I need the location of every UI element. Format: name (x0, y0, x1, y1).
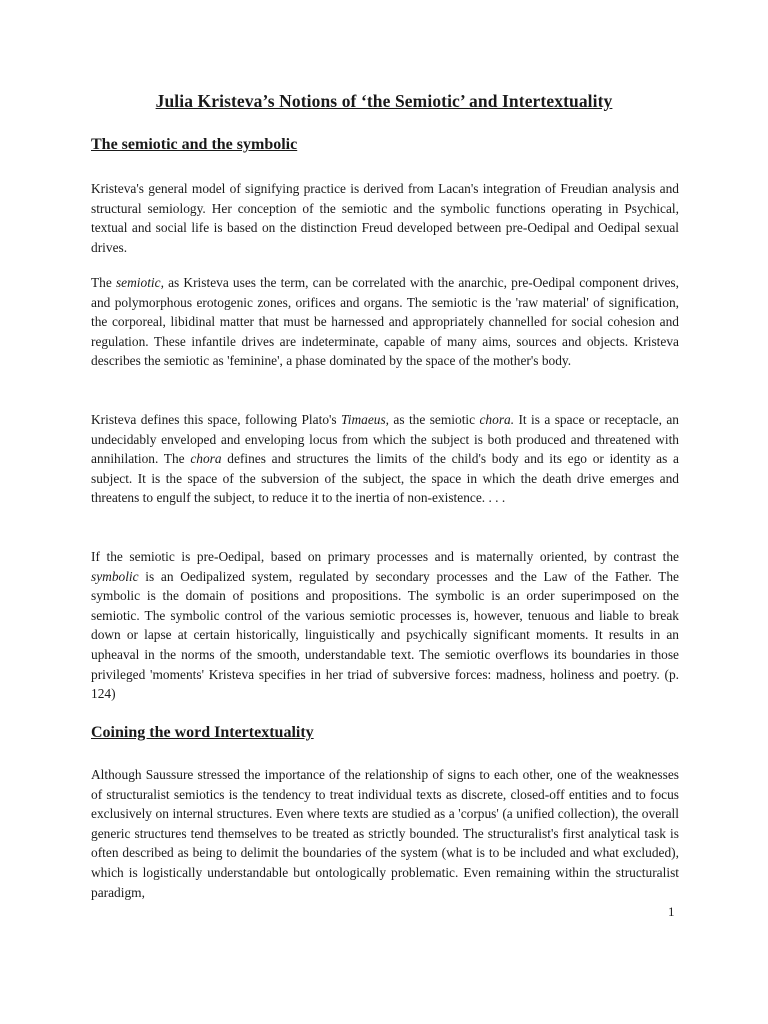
section-heading-intertextuality: Coining the word Intertextuality (91, 724, 314, 741)
paragraph-chora: Kristeva defines this space, following Plato's Timaeus, as the semiotic chora. It is a space or receptacle, an undecidably enveloped and enveloping locus from which the subject is both produced and threatened with annihilation. The chora defines and structures the limits of the child's body and its ego or identity as a subject. It is the space of the subversion of the subject, the space in which the death drive emerges and threatens to engulf the subject, to reduce it to the inertia of non-existence. . . . (91, 412, 679, 506)
paragraph-general-model: Kristeva's general model of signifying practice is derived from Lacan's integration of Freudian analysis and structural semiology. Her conception of the semiotic and the symbolic functions operating in Psychical, textual and social life is based on the distinction Freud developed between pre-Oedipal and Oedipal sexual drives. (91, 181, 679, 255)
paragraph-semiotic-definition: The semiotic, as Kristeva uses the term, can be correlated with the anarchic, pre-Oedipal component drives, and polymorphous erotogenic zones, orifices and organs. The semiotic is the 'raw material' of signification, the corporeal, libidinal matter that must be harnessed and appropriately channelled for social cohesion and regulation. These infantile drives are indeterminate, capable of many aims, sources and objects. Kristeva describes the semiotic as 'feminine', a phase dominated by the space of the mother's body. (91, 275, 679, 369)
paragraph-saussure: Although Saussure stressed the importance of the relationship of signs to each other, one of the weaknesses of structuralist semiotics is the tendency to treat individual texts as discrete, closed-off entities and to focus exclusively on internal structures. Even where texts are studied as a 'corpus' (a unified collection), the overall generic structures tend themselves to be treated as strictly bounded. The structuralist's first analytical task is often described as being to delimit the boundaries of the system (what is to be included and what excluded), which is logistically understandable but ontologically problematic. Even remaining within the structuralist paradigm, (91, 767, 679, 900)
document-title: Julia Kristeva’s Notions of ‘the Semiotic’ and Intertextuality (155, 91, 613, 111)
section-heading-semiotic-symbolic: The semiotic and the symbolic (91, 136, 298, 153)
italic-term-chora-2: chora (190, 451, 222, 467)
italic-term-symbolic: symbolic (91, 568, 139, 584)
italic-term-semiotic: semiotic, (115, 275, 164, 290)
page-number: 1 (668, 904, 675, 919)
italic-term-timaeus: Timaeus, (341, 412, 390, 427)
paragraph-symbolic: If the semiotic is pre-Oedipal, based on primary processes and is maternally oriented, by contrast the symbolic is an Oedipalized system, regulated by secondary processes and the Law of the Father. The symbolic is the domain of positions and propositions. The symbolic is an order superimposed on the semiotic. The symbolic control of the various semiotic processes is, however, tenuous and liable to break down or lapse at certain historically, linguistically and psychically significant moments. It results in an upheaval in the norms of the smooth, understandable text. The semiotic overflows its boundaries in those privileged 'moments' Kristeva specifies in her triad of subversive forces: madness, holiness and poetry. (p. 124) (91, 549, 679, 702)
italic-term-chora: chora. (479, 412, 515, 427)
